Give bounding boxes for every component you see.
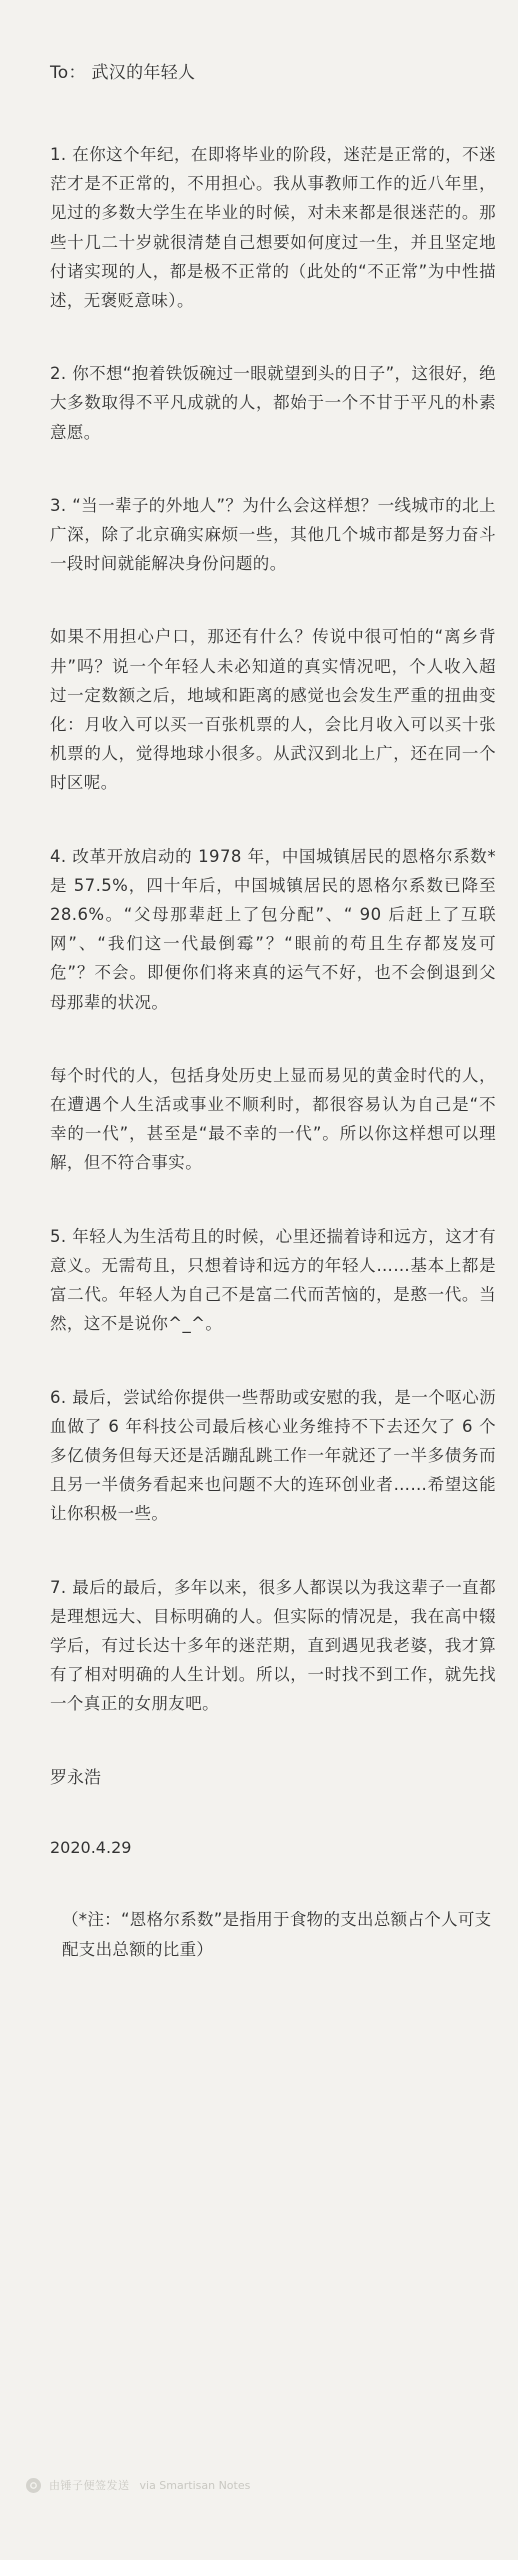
footer-via: via Smartisan Notes xyxy=(139,2478,251,2492)
paragraph-5: 5. 年轻人为生活苟且的时候，心里还揣着诗和远方，这才有意义。无需苟且，只想着诗和远方的年轻人……基本上都是富二代。年轻人为自己不是富二代而苦恼的，是憨一代。当然，这不是说你^_^。 xyxy=(50,1226,496,1334)
paragraph-3-continued: 如果不用担心户口，那还有什么？传说中很可怕的“离乡背井”吗？说一个年轻人未必知道的真实情况吧，个人收入超过一定数额之后，地域和距离的感觉也会发生严重的扭曲变化：月收入可以买一百张机票的人，会比月收入可以买十张机票的人，觉得地球小很多。从武汉到北上广，还在同一个时区呢。 xyxy=(50,627,496,793)
letter-greeting: To： 武汉的年轻人 xyxy=(50,63,196,83)
app-footer xyxy=(26,2470,498,2500)
paragraph-4: 4. 改革开放启动的 1978 年，中国城镇居民的恩格尔系数*是 57.5%，四十年后，中国城镇居民的恩格尔系数已降至 28.6%。“父母那辈赶上了包分配”、“ 90 后赶上了互联网”、“我们这一代最倒霉”？“眼前的苟且生存都岌岌可危”？不会。即便你们将来真的运气不好，也不会倒退到父母那辈的状况。 xyxy=(50,846,496,1012)
paragraph-7: 7. 最后的最后，多年以来，很多人都误以为我这辈子一直都是理想远大、目标明确的人。但实际的情况是，我在高中辍学后，有过长达十多年的迷茫期，直到遇见我老婆，我才算有了相对明确的人生计划。所以，一时找不到工作，就先找一个真正的女朋友吧。 xyxy=(50,1577,496,1714)
letter-date: 2020.4.29 xyxy=(50,1837,132,1857)
footer-brand: 由锤子便签发送 xyxy=(49,2479,130,2492)
paragraph-2: 2. 你不想“抱着铁饭碗过一眼就望到头的日子”，这很好，绝大多数取得不平凡成就的人，都始于一个不甘于平凡的朴素意愿。 xyxy=(50,364,496,442)
paragraph-4-continued: 每个时代的人，包括身处历史上显而易见的黄金时代的人，在遭遇个人生活或事业不顺利时，都很容易认为自己是“不幸的一代”，甚至是“最不幸的一代”。所以你这样想可以理解，但不符合事实。 xyxy=(50,1065,496,1173)
paragraph-3: 3. “当一辈子的外地人”？为什么会这样想？一线城市的北上广深，除了北京确实麻烦一些，其他几个城市都是努力奋斗一段时间就能解决身份问题的。 xyxy=(50,495,496,574)
footnote: （*注：“恩格尔系数”是指用于食物的支出总额占个人可支配支出总额的比重） xyxy=(62,1909,492,1959)
paragraph-1: 1. 在你这个年纪，在即将毕业的阶段，迷茫是正常的，不迷茫才是不正常的，不用担心。我从事教师工作的近八年里，见过的多数大学生在毕业的时候，对未来都是很迷茫的。那些十几二十岁就很清楚自己想要如何度过一生，并且坚定地付诸实现的人，都是极不正常的（此处的“不正常”为中性描述，无褒贬意味）。 xyxy=(50,145,496,311)
smartisan-logo-icon xyxy=(26,2478,41,2493)
signature: 罗永浩 xyxy=(50,1767,101,1788)
paragraph-6: 6. 最后，尝试给你提供一些帮助或安慰的我，是一个呕心沥血做了 6 年科技公司最后核心业务维持不下去还欠了 6 个多亿债务但每天还是活蹦乱跳工作一年就还了一半多债务而且另一半债务看起来也问题不大的连环创业者……希望这能让你积极一些。 xyxy=(50,1387,496,1524)
